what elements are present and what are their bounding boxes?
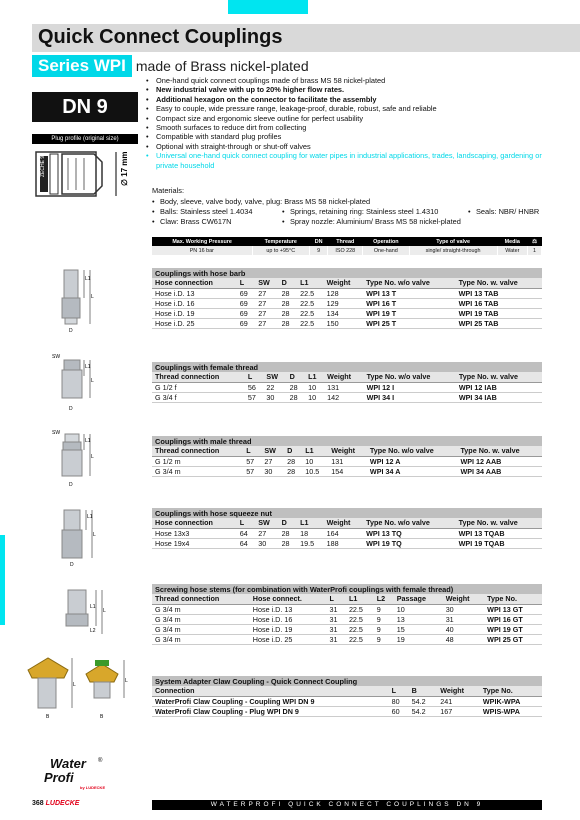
material-item: • Balls: Stainless steel 1.4034 — [152, 207, 282, 217]
table-row — [152, 466, 542, 476]
table-cell: 131 — [324, 382, 363, 392]
spec-cell: single/ straight-through — [409, 246, 497, 255]
column-header: SW — [263, 372, 286, 382]
dim-label-b: B — [46, 714, 50, 720]
table-cell: 27 — [261, 456, 284, 466]
product-table — [152, 446, 542, 477]
dim-label-l1: L1 — [85, 364, 91, 370]
product-table — [152, 278, 542, 329]
table-cell: 134 — [324, 308, 364, 318]
table-row — [152, 528, 542, 538]
table-cell: 28 — [279, 538, 298, 548]
table-cell: 31 — [326, 614, 345, 624]
table-cell: 30 — [443, 604, 484, 614]
table-cell: WPI 13 TQ — [363, 528, 455, 538]
table-cell: WPIS-WPA — [480, 706, 542, 716]
table-cell: Hose i.D. 25 — [152, 318, 237, 328]
column-header: Weight — [328, 446, 367, 456]
plug-marking: ZECHE 9 — [40, 155, 46, 177]
table-cell: WPI 12 I — [364, 382, 456, 392]
spec-cell: 1 — [527, 246, 541, 255]
table-cell: 69 — [237, 288, 256, 298]
table-row — [152, 614, 542, 624]
feature-item: • One-hand quick connect couplings made of brass MS 58 nickel-plated — [146, 76, 556, 85]
table-cell: 10 — [305, 382, 324, 392]
section-squeeze-nut — [152, 508, 542, 549]
column-header: Type No. w. valve — [456, 372, 542, 382]
spec-header: Thread — [328, 237, 363, 246]
table-cell: 154 — [328, 466, 367, 476]
column-header: Type No. w. valve — [456, 518, 542, 528]
dim-label-l: L — [91, 378, 94, 384]
feature-list — [146, 76, 556, 170]
table-cell: 27 — [255, 288, 278, 298]
table-cell: 56 — [245, 382, 264, 392]
table-cell: 30 — [263, 392, 286, 402]
table-cell: Hose i.D. 25 — [250, 634, 327, 644]
product-table — [152, 518, 542, 549]
table-cell: 54.2 — [409, 696, 438, 706]
feature-item: • Easy to couple, wide pressure range, leakage-proof, durable, robust, safe and reliable — [146, 104, 556, 113]
table-cell: WPI 34 A — [367, 466, 458, 476]
table-cell: 19 — [394, 634, 443, 644]
column-header: L2 — [374, 594, 394, 604]
squeeze-nut-coupling-image — [52, 506, 112, 568]
footer-brand: LUDECKE — [45, 800, 80, 807]
table-cell: 10 — [394, 604, 443, 614]
spec-header: Operation — [363, 237, 409, 246]
table-cell: WPI 12 AAB — [457, 456, 542, 466]
table-row — [152, 634, 542, 644]
table-cell: 22.5 — [346, 604, 374, 614]
spec-header: Type of valve — [409, 237, 497, 246]
table-cell: 27 — [255, 298, 278, 308]
table-cell: 22.5 — [346, 614, 374, 624]
table-cell: WaterProfi Claw Coupling - Coupling WPI DN 9 — [152, 696, 389, 706]
table-cell: G 3/4 m — [152, 614, 250, 624]
table-cell: 31 — [443, 614, 484, 624]
table-cell: WPI 19 TQ — [363, 538, 455, 548]
table-cell: WPI 12 A — [367, 456, 458, 466]
plug-profile-label: Plug profile (original size) — [32, 134, 138, 144]
plug-profile-drawing — [32, 146, 138, 202]
feature-item: • Compatible with standard plug profiles — [146, 132, 556, 141]
column-header: L1 — [305, 372, 324, 382]
table-row — [152, 382, 542, 392]
dim-label-d: D — [70, 562, 74, 568]
table-cell: 167 — [437, 706, 480, 716]
section-male-thread — [152, 436, 542, 477]
dim-label-l1: L1 — [90, 604, 96, 610]
table-cell: 27 — [255, 528, 278, 538]
waterprofi-logo — [40, 752, 110, 792]
product-table — [152, 686, 542, 717]
table-cell: 40 — [443, 624, 484, 634]
table-cell: 142 — [324, 392, 363, 402]
column-header: Weight — [437, 686, 480, 696]
column-header: Weight — [324, 372, 363, 382]
column-header: Passage — [394, 594, 443, 604]
column-header: D — [279, 278, 298, 288]
column-header: L1 — [297, 518, 324, 528]
table-cell: 57 — [243, 466, 261, 476]
table-cell: G 3/4 f — [152, 392, 245, 402]
dim-label-l: L — [103, 608, 106, 614]
section-title: System Adapter Claw Coupling - Quick Connect Coupling — [152, 676, 542, 686]
dim-label-l1: L1 — [87, 514, 93, 520]
table-cell: 28 — [287, 382, 306, 392]
table-cell: WPI 34 AAB — [457, 466, 542, 476]
table-cell: 9 — [374, 604, 394, 614]
table-row — [152, 696, 542, 706]
column-header: Type No. w. valve — [456, 278, 542, 288]
table-cell: G 3/4 m — [152, 634, 250, 644]
table-cell: G 3/4 m — [152, 466, 243, 476]
table-cell: 28 — [279, 318, 298, 328]
table-cell: WPI 25 TAB — [456, 318, 542, 328]
column-header: Thread connection — [152, 372, 245, 382]
material-item: • Body, sleeve, valve body, valve, plug: Brass MS 58 nickel-plated — [152, 197, 370, 207]
table-row — [152, 392, 542, 402]
table-cell: WPI 13 TAB — [456, 288, 542, 298]
column-header: Type No. — [480, 686, 542, 696]
material-item: • Spray nozzle: Aluminium/ Brass MS 58 nickel-plated — [282, 217, 461, 227]
column-header: B — [409, 686, 438, 696]
table-cell: Hose 13x3 — [152, 528, 237, 538]
table-cell: 10 — [302, 456, 328, 466]
table-cell: 128 — [324, 288, 364, 298]
column-header: L — [243, 446, 261, 456]
table-cell: WPI 13 T — [363, 288, 455, 298]
table-row — [152, 706, 542, 716]
column-header: D — [287, 372, 306, 382]
column-header: Type No. w/o valve — [364, 372, 456, 382]
table-cell: 69 — [237, 318, 256, 328]
dim-label-l: L — [125, 678, 128, 684]
table-cell: 22.5 — [297, 288, 324, 298]
spec-table — [152, 237, 542, 255]
table-row — [152, 538, 542, 548]
column-header: Weight — [324, 518, 364, 528]
table-cell: WPI 16 GT — [484, 614, 542, 624]
male-thread-coupling-image — [48, 428, 108, 490]
table-cell: 28 — [284, 456, 302, 466]
table-cell: 22 — [263, 382, 286, 392]
spec-cell: PN 16 bar — [152, 246, 252, 255]
table-cell: 241 — [437, 696, 480, 706]
dim-label-d: D — [69, 406, 73, 412]
materials-heading: Materials: — [152, 186, 185, 195]
column-header: L1 — [297, 278, 324, 288]
section-system-adapter — [152, 676, 542, 717]
column-header: Weight — [324, 278, 364, 288]
feature-item: • Optional with straight-through or shut-off valves — [146, 142, 556, 151]
table-cell: WPI 13 TQAB — [456, 528, 542, 538]
table-cell: 69 — [237, 298, 256, 308]
table-cell: 48 — [443, 634, 484, 644]
dim-label-d: D — [69, 482, 73, 488]
table-cell: 164 — [324, 528, 364, 538]
table-cell: 129 — [324, 298, 364, 308]
material-item: • Claw: Brass CW617N — [152, 217, 282, 227]
spec-cell: One-hand — [363, 246, 409, 255]
spec-cell: Water — [497, 246, 527, 255]
table-cell: 28 — [279, 528, 298, 538]
spec-cell: 9 — [309, 246, 328, 255]
material-item: • Seals: NBR/ HNBR — [468, 207, 539, 217]
table-cell: 60 — [389, 706, 409, 716]
table-row — [152, 308, 542, 318]
column-header: L — [389, 686, 409, 696]
hose-stem-image — [60, 588, 120, 638]
table-cell: WPI 19 TAB — [456, 308, 542, 318]
table-cell: WPI 13 GT — [484, 604, 542, 614]
table-cell: WPI 34 IAB — [456, 392, 542, 402]
table-cell: 27 — [255, 308, 278, 318]
dim-label-l1: L1 — [85, 438, 91, 444]
table-cell: 31 — [326, 604, 345, 614]
column-header: Type No. w/o valve — [363, 518, 455, 528]
table-row — [152, 298, 542, 308]
table-cell: 28 — [287, 392, 306, 402]
table-cell: 188 — [324, 538, 364, 548]
page-number-value: 368 — [32, 800, 44, 807]
table-cell: 22.5 — [297, 318, 324, 328]
column-header: Connection — [152, 686, 389, 696]
series-heading — [32, 54, 309, 78]
product-table — [152, 372, 542, 403]
footer-bar: WATERPROFI QUICK CONNECT COUPLINGS DN 9 — [152, 800, 542, 810]
table-cell: 22.5 — [297, 298, 324, 308]
column-header: L — [237, 518, 256, 528]
table-cell: 57 — [245, 392, 264, 402]
table-cell: Hose i.D. 19 — [152, 308, 237, 318]
feature-item: • Universal one-hand quick connect coupling for water pipes in industrial applications, trades, landscaping, gardening or private household — [146, 151, 556, 170]
weight-icon: ⚖ — [527, 237, 541, 246]
dim-label-sw: SW — [52, 354, 61, 360]
table-cell: 27 — [255, 318, 278, 328]
table-cell: 31 — [326, 634, 345, 644]
table-cell: 22.5 — [346, 624, 374, 634]
series-subtitle: made of Brass nickel-plated — [135, 58, 309, 74]
dim-label-b: B — [100, 714, 104, 720]
spec-cell: up to +95°C — [252, 246, 309, 255]
table-cell: 28 — [284, 466, 302, 476]
table-cell: WPI 19 TQAB — [456, 538, 542, 548]
section-title: Couplings with male thread — [152, 436, 542, 446]
dim-label-sw: SW — [52, 430, 61, 436]
dim-label-l: L — [93, 532, 96, 538]
table-cell: 69 — [237, 308, 256, 318]
table-row — [152, 604, 542, 614]
dim-label-l2: L2 — [90, 628, 96, 634]
table-cell: 28 — [279, 288, 298, 298]
table-cell: 10 — [305, 392, 324, 402]
column-header: Weight — [443, 594, 484, 604]
logo-registered-mark: ® — [98, 758, 103, 764]
series-label: Series WPI — [32, 55, 132, 77]
column-header: D — [284, 446, 302, 456]
table-cell: 9 — [374, 624, 394, 634]
section-title: Couplings with hose barb — [152, 268, 542, 278]
logo-text-water: Water — [50, 756, 86, 771]
dim-label-d: D — [69, 328, 73, 334]
column-header: Type No. — [484, 594, 542, 604]
table-cell: 30 — [261, 466, 284, 476]
product-table — [152, 594, 542, 645]
table-row — [152, 624, 542, 634]
claw-coupling-images — [20, 652, 140, 720]
table-cell: 19.5 — [297, 538, 324, 548]
spec-header: Temperature — [252, 237, 309, 246]
table-row — [152, 456, 542, 466]
table-cell: 22.5 — [297, 308, 324, 318]
table-cell: 22.5 — [346, 634, 374, 644]
column-header: D — [279, 518, 298, 528]
table-cell: 15 — [394, 624, 443, 634]
table-cell: WPI 34 I — [364, 392, 456, 402]
column-header: Thread connection — [152, 594, 250, 604]
material-item: • Springs, retaining ring: Stainless steel 1.4310 — [282, 207, 468, 217]
table-cell: 10.5 — [302, 466, 328, 476]
page-number — [32, 800, 79, 807]
dim-label-l1: L1 — [85, 276, 91, 282]
column-header: Hose connection — [152, 278, 237, 288]
section-title: Screwing hose stems (for combination with WaterProfi couplings with female thread) — [152, 584, 542, 594]
table-cell: 9 — [374, 634, 394, 644]
table-cell: 18 — [297, 528, 324, 538]
table-cell: WPI 19 T — [363, 308, 455, 318]
plug-dimension: ∅ 17 mm — [120, 151, 129, 186]
section-hose-barb — [152, 268, 542, 329]
table-cell: WPI 12 IAB — [456, 382, 542, 392]
table-cell: 54.2 — [409, 706, 438, 716]
table-cell: G 3/4 m — [152, 604, 250, 614]
table-cell: WPI 16 TAB — [456, 298, 542, 308]
hose-barb-coupling-image — [52, 268, 112, 334]
spec-header: DN — [309, 237, 328, 246]
side-accent — [0, 535, 5, 625]
dim-label-l: L — [73, 682, 76, 688]
table-cell: 28 — [279, 308, 298, 318]
table-cell: WPI 25 T — [363, 318, 455, 328]
spec-header: Max. Working Pressure — [152, 237, 252, 246]
table-cell: 13 — [394, 614, 443, 624]
feature-item: • Additional hexagon on the connector to facilitate the assembly — [146, 95, 556, 104]
page-title: Quick Connect Couplings — [38, 26, 283, 48]
column-header: L — [237, 278, 256, 288]
dn-badge: DN 9 — [32, 92, 138, 122]
table-cell: 57 — [243, 456, 261, 466]
section-title: Couplings with female thread — [152, 362, 542, 372]
column-header: SW — [261, 446, 284, 456]
materials-block — [152, 186, 556, 227]
table-cell: WPIK-WPA — [480, 696, 542, 706]
table-cell: Hose i.D. 13 — [152, 288, 237, 298]
column-header: Hose connection — [152, 518, 237, 528]
section-female-thread — [152, 362, 542, 403]
table-cell: 80 — [389, 696, 409, 706]
column-header: L — [326, 594, 345, 604]
table-cell: WPI 16 T — [363, 298, 455, 308]
table-cell: 9 — [374, 614, 394, 624]
table-cell: 64 — [237, 538, 256, 548]
feature-item: • Compact size and ergonomic sleeve outline for perfect usability — [146, 114, 556, 123]
feature-item: • New industrial valve with up to 20% higher flow rates. — [146, 85, 556, 94]
column-header: Type No. w/o valve — [363, 278, 455, 288]
column-header: L1 — [346, 594, 374, 604]
table-cell: WaterProfi Claw Coupling - Plug WPI DN 9 — [152, 706, 389, 716]
column-header: SW — [255, 278, 278, 288]
spec-cell: ISO 228 — [328, 246, 363, 255]
table-cell: Hose i.D. 19 — [250, 624, 327, 634]
column-header: Thread connection — [152, 446, 243, 456]
table-cell: WPI 19 GT — [484, 624, 542, 634]
column-header: Type No. w/o valve — [367, 446, 458, 456]
dim-label-l: L — [91, 294, 94, 300]
table-cell: 150 — [324, 318, 364, 328]
logo-text-profi: Profi — [44, 770, 74, 785]
table-cell: Hose i.D. 16 — [250, 614, 327, 624]
column-header: Type No. w. valve — [457, 446, 542, 456]
table-cell: 131 — [328, 456, 367, 466]
column-header: L1 — [302, 446, 328, 456]
table-cell: Hose i.D. 16 — [152, 298, 237, 308]
column-header: L — [245, 372, 264, 382]
table-cell: 31 — [326, 624, 345, 634]
table-cell: 64 — [237, 528, 256, 538]
column-header: Hose connect. — [250, 594, 327, 604]
table-cell: Hose i.D. 13 — [250, 604, 327, 614]
spec-header: Media — [497, 237, 527, 246]
column-header: SW — [255, 518, 278, 528]
table-cell: G 3/4 m — [152, 624, 250, 634]
table-cell: G 1/2 m — [152, 456, 243, 466]
feature-item: • Smooth surfaces to reduce dirt from collecting — [146, 123, 556, 132]
table-row — [152, 288, 542, 298]
dim-label-l: L — [91, 454, 94, 460]
logo-byline: by LUDECKE — [80, 785, 106, 790]
table-row — [152, 318, 542, 328]
table-cell: 28 — [279, 298, 298, 308]
female-thread-coupling-image — [48, 352, 108, 414]
section-title: Couplings with hose squeeze nut — [152, 508, 542, 518]
table-cell: WPI 25 GT — [484, 634, 542, 644]
table-cell: Hose 19x4 — [152, 538, 237, 548]
top-accent-tab — [228, 0, 308, 14]
section-hose-stems — [152, 584, 542, 645]
table-cell: G 1/2 f — [152, 382, 245, 392]
table-cell: 30 — [255, 538, 278, 548]
